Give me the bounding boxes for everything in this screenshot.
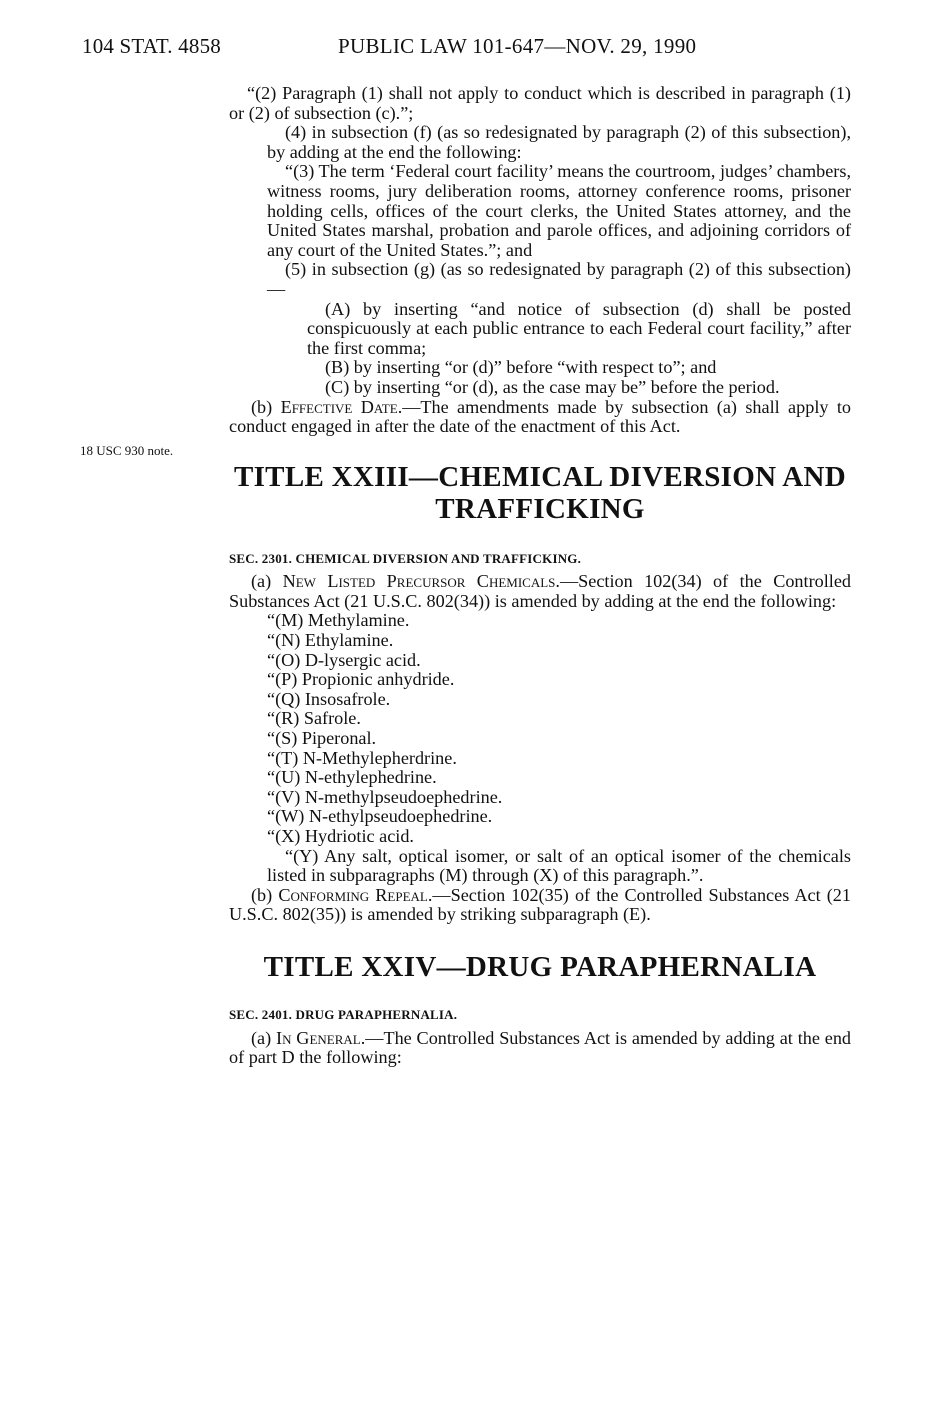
section-2301-heading: SEC. 2301. CHEMICAL DIVERSION AND TRAFFICKING. xyxy=(229,550,582,566)
title-xxiii-heading: TITLE XXIII—CHEMICAL DIVERSION AND TRAFFICKING xyxy=(233,460,847,525)
section-2301-b-heading: Conforming Repeal xyxy=(278,884,428,905)
paragraph-3-definition: “(3) The term ‘Federal court facility’ means the courtroom, judges’ chambers, witness rooms, jury deliberation rooms, attorney conference rooms, prisoner holding cells, offices of the court clerks, the United States attorney, and the United States marshal, probation and parole offices, and adjoining corridors of any court of the United States.”; and xyxy=(267,161,851,260)
margin-note: 18 USC 930 note. xyxy=(80,443,174,458)
effective-date-paragraph xyxy=(229,398,851,437)
section-2301-a xyxy=(229,572,851,611)
list-item: “(M) Methylamine. xyxy=(267,610,410,631)
public-law-heading: PUBLIC LAW 101-647—NOV. 29, 1990 xyxy=(338,34,697,58)
page-header xyxy=(60,34,850,66)
section-2301-a-text: .—Section 102(34) of the Controlled Substances Act (21 U.S.C. 802(34)) is amended by adding at the end the following: xyxy=(229,571,852,611)
list-item: “(T) N-Methylepherdrine. xyxy=(267,747,457,768)
list-item: “(S) Piperonal. xyxy=(267,728,377,749)
effective-date-label: (b) xyxy=(251,396,281,417)
section-2301-b xyxy=(229,886,851,925)
list-item: “(V) N-methylpseudoephedrine. xyxy=(267,786,503,807)
list-item: “(X) Hydriotic acid. xyxy=(267,826,414,846)
list-item: “(O) D-lysergic acid. xyxy=(267,649,421,670)
section-2301-a-label: (a) xyxy=(251,571,283,592)
paragraph-4: (4) in subsection (f) (as so redesignated by paragraph (2) of this subsection), by adding at the end the following: xyxy=(267,122,851,162)
section-2401-a-text: .—The Controlled Substances Act is amended by adding at the end of part D the following: xyxy=(229,1027,852,1068)
section-2301-b-label: (b) xyxy=(251,884,279,905)
stat-citation: 104 STAT. 4858 xyxy=(82,34,221,58)
subparagraph-a: (A) by inserting “and notice of subsection (d) shall be posted conspicuously at each public entrance to each Federal court facility,” after the first comma; xyxy=(307,298,851,358)
list-item: “(U) N-ethylephedrine. xyxy=(267,767,437,788)
effective-date-text: .—The amendments made by subsection (a) shall apply to conduct engaged in after the date of the enactment of this Act. xyxy=(229,396,851,437)
document-body xyxy=(229,84,851,1068)
list-item: “(Q) Insosafrole. xyxy=(267,688,391,709)
section-2401-a-heading: In General xyxy=(276,1027,361,1048)
section-2301-b-text: .—Section 102(35) of the Controlled Substances Act (21 U.S.C. 802(35)) is amended by striking subparagraph (E). xyxy=(229,884,851,925)
subparagraph-b: (B) by inserting “or (d)” before “with respect to”; and xyxy=(325,357,717,378)
list-item: “(P) Propionic anhydride. xyxy=(267,669,455,690)
list-item: “(R) Safrole. xyxy=(267,708,361,729)
paragraph-2-quote: “(2) Paragraph (1) shall not apply to conduct which is described in paragraph (1) or (2) of subsection (c).”; xyxy=(229,83,851,123)
section-2401-heading: SEC. 2401. DRUG PARAPHERNALIA. xyxy=(229,1006,458,1022)
subparagraph-y: “(Y) Any salt, optical isomer, or salt of an optical isomer of the chemicals listed in subparagraphs (M) through (X) of this paragraph.”. xyxy=(267,845,851,886)
section-2401-a-label: (a) xyxy=(251,1027,277,1048)
effective-date-heading: Effective Date xyxy=(280,396,398,417)
section-2401-a xyxy=(229,1029,851,1068)
chemical-list xyxy=(229,611,851,846)
title-xxiv-heading: TITLE XXIV—DRUG PARAPHERNALIA xyxy=(263,950,817,983)
paragraph-5: (5) in subsection (g) (as so redesignated by paragraph (2) of this subsection)— xyxy=(267,259,851,299)
subparagraph-c: (C) by inserting “or (d), as the case may be” before the period. xyxy=(325,376,780,397)
list-item: “(N) Ethylamine. xyxy=(267,630,394,651)
list-item: “(W) N-ethylpseudoephedrine. xyxy=(267,806,493,827)
section-2301-a-heading: New Listed Precursor Chemicals xyxy=(282,571,556,592)
